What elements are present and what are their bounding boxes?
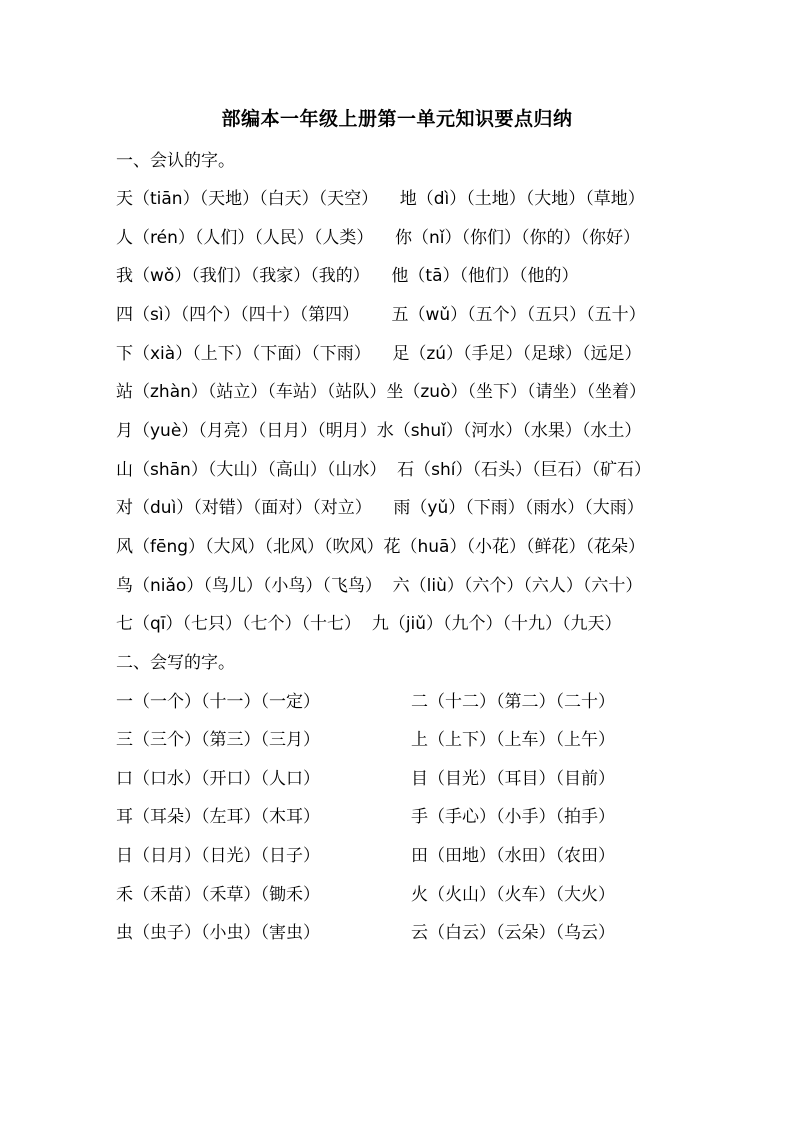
recognize-line: 七（qī）（七只）（七个）（十七） 九（jiǔ）（九个）（十九）（九天）: [116, 614, 622, 634]
recognize-line: 四（sì）（四个）（四十）（第四） 五（wǔ）（五个）（五只）（五十）: [116, 305, 646, 325]
write-right: 二（十二）（第二）（二十）: [411, 692, 615, 712]
write-right: 手（手心）（小手）（拍手）: [411, 807, 615, 827]
write-left: 三（三个）（第三）（三月）: [116, 730, 320, 750]
write-right: 上（上下）（上车）（上午）: [411, 730, 615, 750]
write-left: 口（口水）（开口）（人口）: [116, 769, 320, 789]
document-title: 部编本一年级上册第一单元知识要点归纳: [221, 108, 573, 130]
recognize-line: 鸟（niǎo）（鸟儿）（小鸟）（飞鸟） 六（liù）（六个）（六人）（六十）: [116, 576, 643, 596]
section-heading-write: 二、会写的字。: [116, 653, 235, 673]
write-left: 一（一个）（十一）（一定）: [116, 692, 320, 712]
write-right: 目（目光）（耳目）（目前）: [411, 769, 615, 789]
recognize-line: 山（shān）（大山）（高山）（山水） 石（shí）（石头）（巨石）（矿石）: [116, 460, 651, 480]
write-right: 田（田地）（水田）（农田）: [411, 846, 615, 866]
recognize-line: 站（zhàn）（站立）（车站）（站队）坐（zuò）（坐下）（请坐）（坐着）: [116, 382, 646, 402]
recognize-line: 人（rén）（人们）（人民）（人类） 你（nǐ）（你们）（你的）（你好）: [116, 228, 640, 248]
write-left: 虫（虫子）（小虫）（害虫）: [116, 923, 320, 943]
recognize-line: 下（xià）（上下）（下面）（下雨） 足（zú）（手足）（足球）（远足）: [116, 344, 642, 364]
recognize-line: 天（tiān）（天地）（白天）（天空） 地（dì）（土地）（大地）（草地）: [116, 189, 645, 209]
write-left: 日（日月）（日光）（日子）: [116, 846, 320, 866]
recognize-line: 对（duì）（对错）（面对）（对立） 雨（yǔ）（下雨）（雨水）（大雨）: [116, 498, 644, 518]
write-left: 耳（耳朵）（左耳）（木耳）: [116, 807, 320, 827]
write-right: 云（白云）（云朵）（乌云）: [411, 923, 615, 943]
write-left: 禾（禾苗）（禾草）（锄禾）: [116, 885, 320, 905]
recognize-line: 我（wǒ）（我们）（我家）（我的） 他（tā）（他们）（他的）: [116, 266, 579, 286]
recognize-line: 风（fēng）（大风）（北风）（吹风）花（huā）（小花）（鲜花）（花朵）: [116, 537, 645, 557]
recognize-line: 月（yuè）（月亮）（日月）（明月）水（shuǐ）（河水）（水果）（水土）: [116, 421, 642, 441]
section-heading-recognize: 一、会认的字。: [116, 151, 235, 171]
write-right: 火（火山）（火车）（大火）: [411, 885, 615, 905]
